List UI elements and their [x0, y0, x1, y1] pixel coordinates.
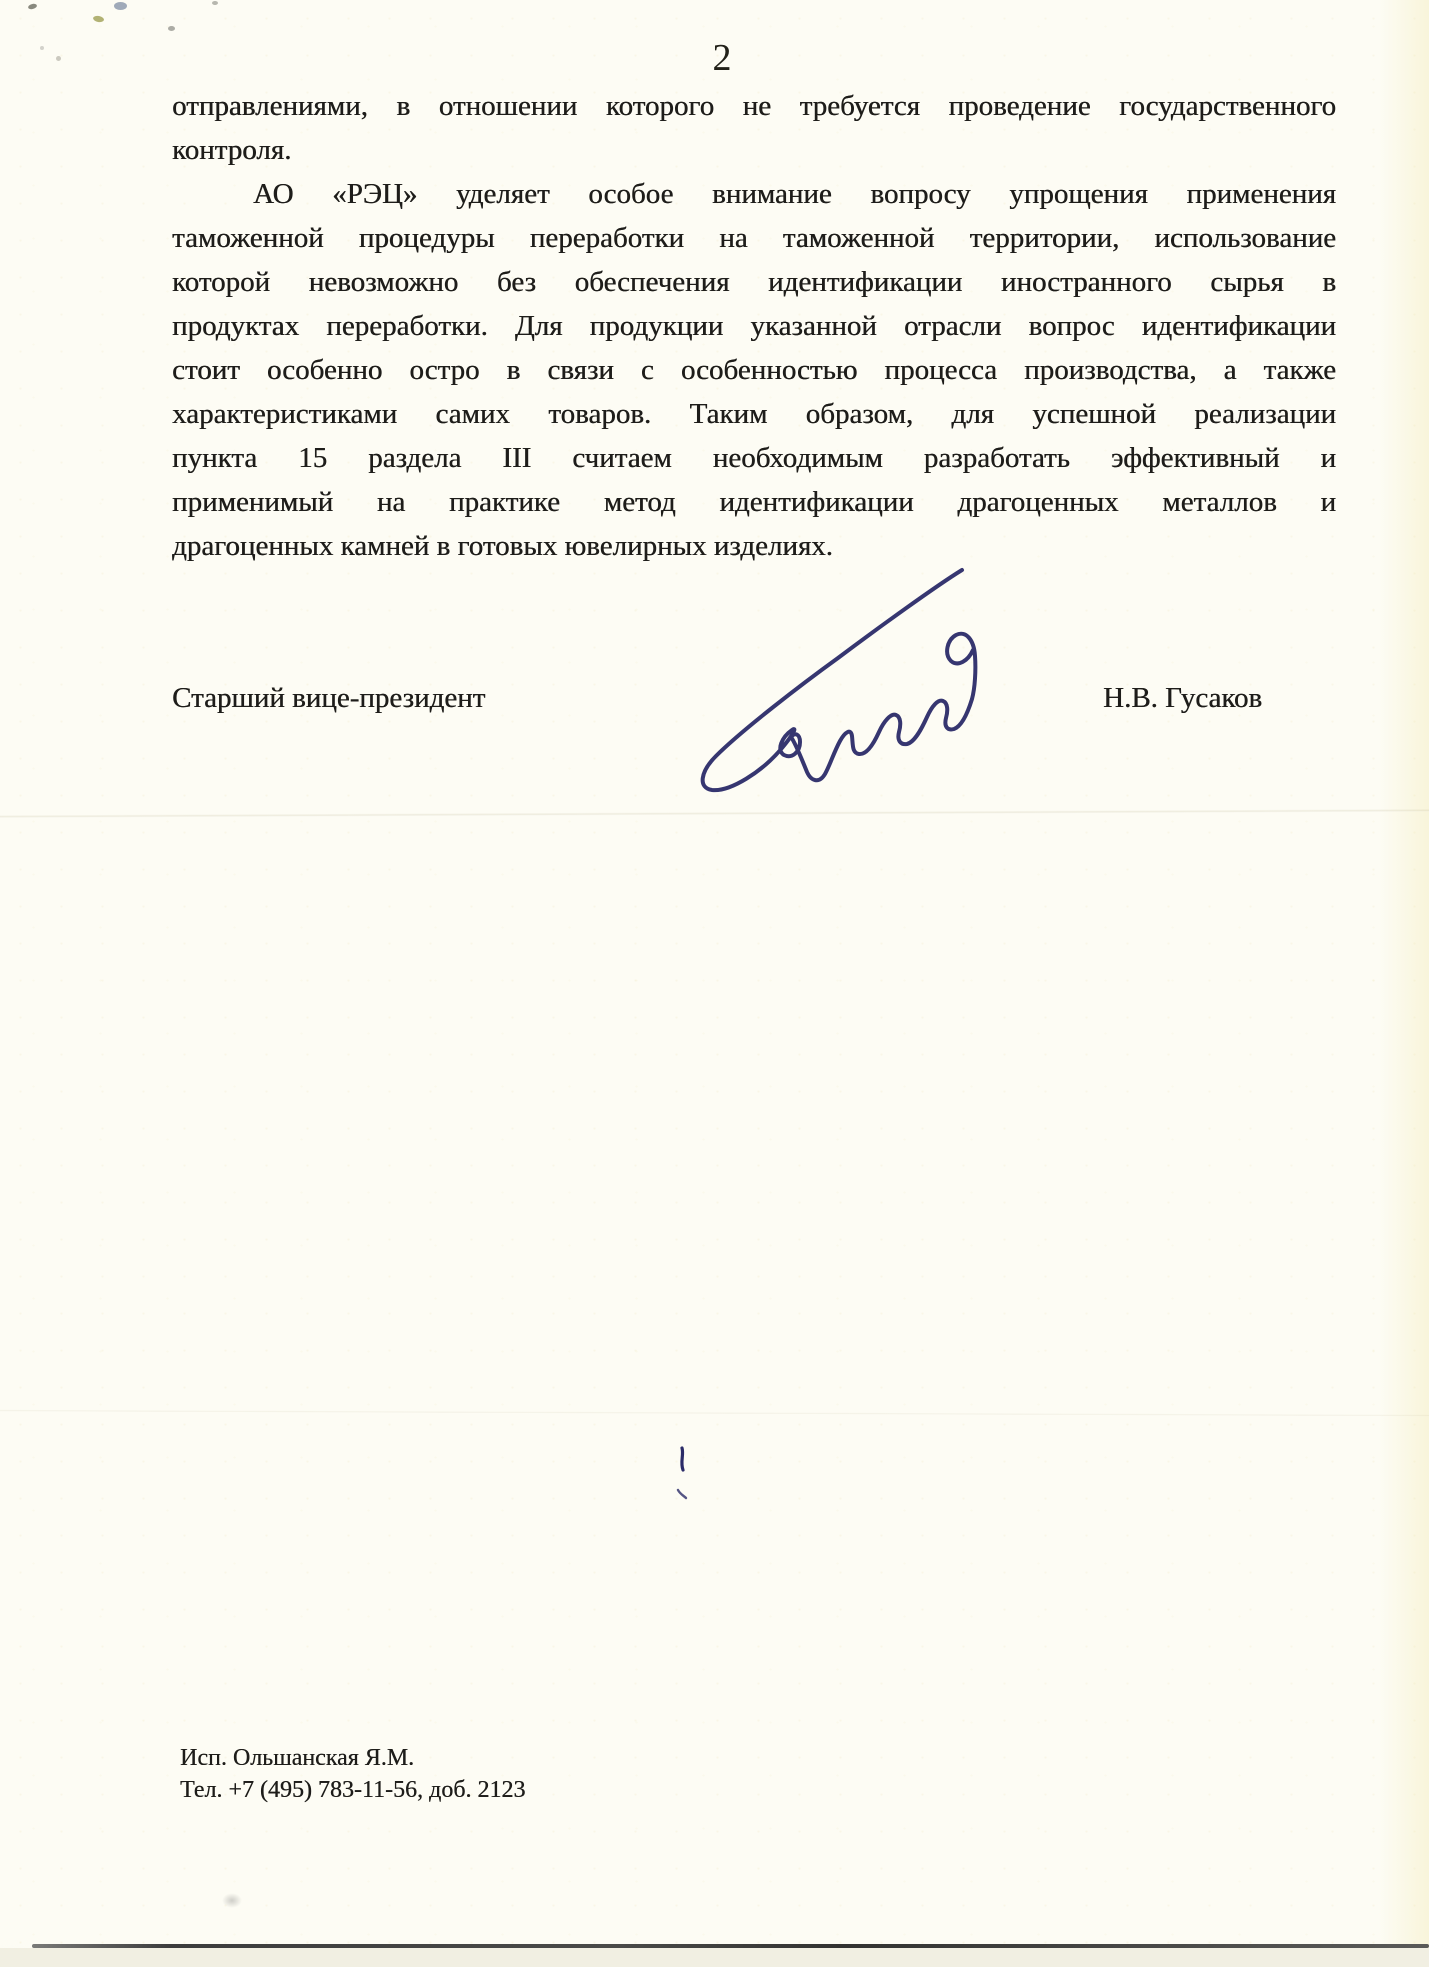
body-line: отправлениями, в отношении которого не требуется проведение государственного: [172, 90, 1336, 122]
body-line: применимый на практике метод идентификации драгоценных металлов и: [172, 486, 1336, 518]
scan-speck: [168, 26, 175, 31]
scan-smudge: [222, 1893, 242, 1908]
footer-executor: Исп. Ольшанская Я.М.: [180, 1745, 415, 1771]
scan-speck: [93, 15, 105, 23]
scanner-background-strip: [0, 1948, 1429, 1967]
scan-speck: [56, 56, 61, 61]
scan-speck: [114, 2, 127, 10]
signer-name: Н.В. Гусаков: [1103, 682, 1263, 714]
footer-phone: Тел. +7 (495) 783-11-56, доб. 2123: [180, 1777, 526, 1803]
scan-speck: [28, 3, 38, 10]
body-line: АО «РЭЦ» уделяет особое внимание вопросу упрощения применения: [253, 178, 1336, 210]
footer: [180, 1742, 525, 1806]
body-line: таможенной процедуры переработки на таможенной территории, использование: [172, 222, 1336, 254]
body-line: пункта 15 раздела III считаем необходимым разработать эффективный и: [172, 442, 1336, 474]
body-line: стоит особенно остро в связи с особенностью процесса производства, а также: [172, 354, 1336, 386]
body-line: драгоценных камней в готовых ювелирных изделиях.: [172, 530, 833, 562]
ink-stray-marks-icon: [672, 1446, 696, 1506]
body-line: которой невозможно без обеспечения идентификации иностранного сырья в: [172, 266, 1336, 298]
fold-crease: [0, 1410, 1429, 1417]
scan-speck: [40, 46, 44, 50]
page-number: 2: [712, 37, 732, 79]
fold-crease: [0, 809, 1429, 818]
body-line: характеристиками самих товаров. Таким образом, для успешной реализации: [172, 398, 1336, 430]
signature-icon: [690, 560, 990, 800]
scan-speck: [212, 1, 218, 5]
body-line: продуктах переработки. Для продукции указанной отрасли вопрос идентификации: [172, 310, 1336, 342]
signer-title: Старший вице-президент: [172, 682, 486, 714]
letter-body: [172, 84, 1336, 568]
body-line: контроля.: [172, 134, 292, 166]
